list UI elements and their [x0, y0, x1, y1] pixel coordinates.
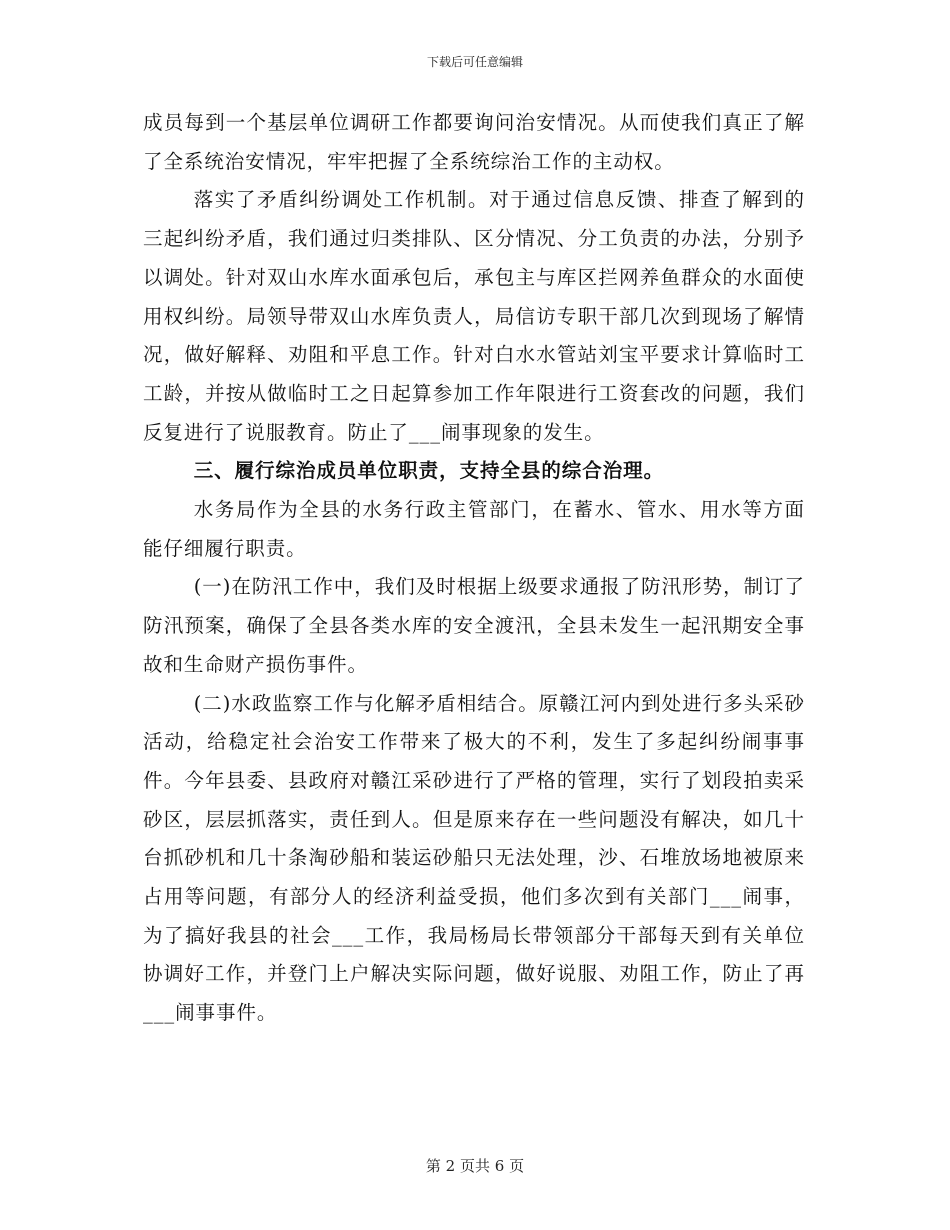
paragraph-dispute-mechanism: 落实了矛盾纠纷调处工作机制。对于通过信息反馈、排查了解到的三起纠纷矛盾，我们通过归类排队、区分情况、分工负责的办法，分别予以调处。针对双山水库水面承包后，承包主与库区拦网养鱼群众的水面使用权纠纷。局领导带双山水库负责人，局信访专职干部几次到现场了解情况，做好解释、劝阻和平息工作。针对白水水管站刘宝平要求计算临时工工龄，并按从做临时工之日起算参加工作年限进行工资套改的问题，我们反复进行了说服教育。防止了___闹事现象的发生。	[143, 188, 805, 444]
paragraph-continuation: 成员每到一个基层单位调研工作都要询问治安情况。从而使我们真正了解了全系统治安情况，牢牢把握了全系统综治工作的主动权。	[143, 111, 805, 173]
paragraph-water-bureau-duties: 水务局作为全县的水务行政主管部门，在蓄水、管水、用水等方面能仔细履行职责。	[143, 498, 805, 560]
section-heading-3: 三、履行综治成员单位职责，支持全县的综合治理。	[193, 459, 665, 483]
paragraph-water-supervision: (二)水政监察工作与化解矛盾相结合。原赣江河内到处进行多头采砂活动，给稳定社会治安工作带来了极大的不利，发生了多起纠纷闹事事件。今年县委、县政府对赣江采砂进行了严格的管理，实行了划段拍卖采砂区，层层抓落实，责任到人。但是原来存在一些问题没有解决，如几十台抓砂机和几十条淘砂船和装运砂船只无法处理，沙、石堆放场地被原来占用等问题，有部分人的经济利益受损，他们多次到有关部门___闹事，为了搞好我县的社会___工作，我局杨局长带领部分干部每天到有关单位协调好工作，并登门上户解决实际问题，做好说服、劝阻工作，防止了再___闹事事件。	[143, 691, 805, 1025]
page-header: 下载后可任意编辑	[426, 55, 523, 69]
page-number: 第 2 页共 6 页	[425, 1157, 525, 1175]
document-body	[143, 104, 805, 1033]
paragraph-flood-control: (一)在防汛工作中，我们及时根据上级要求通报了防汛形势，制订了防汛预案，确保了全县各类水库的安全渡汛，全县未发生一起汛期安全事故和生命财产损伤事件。	[143, 575, 805, 676]
